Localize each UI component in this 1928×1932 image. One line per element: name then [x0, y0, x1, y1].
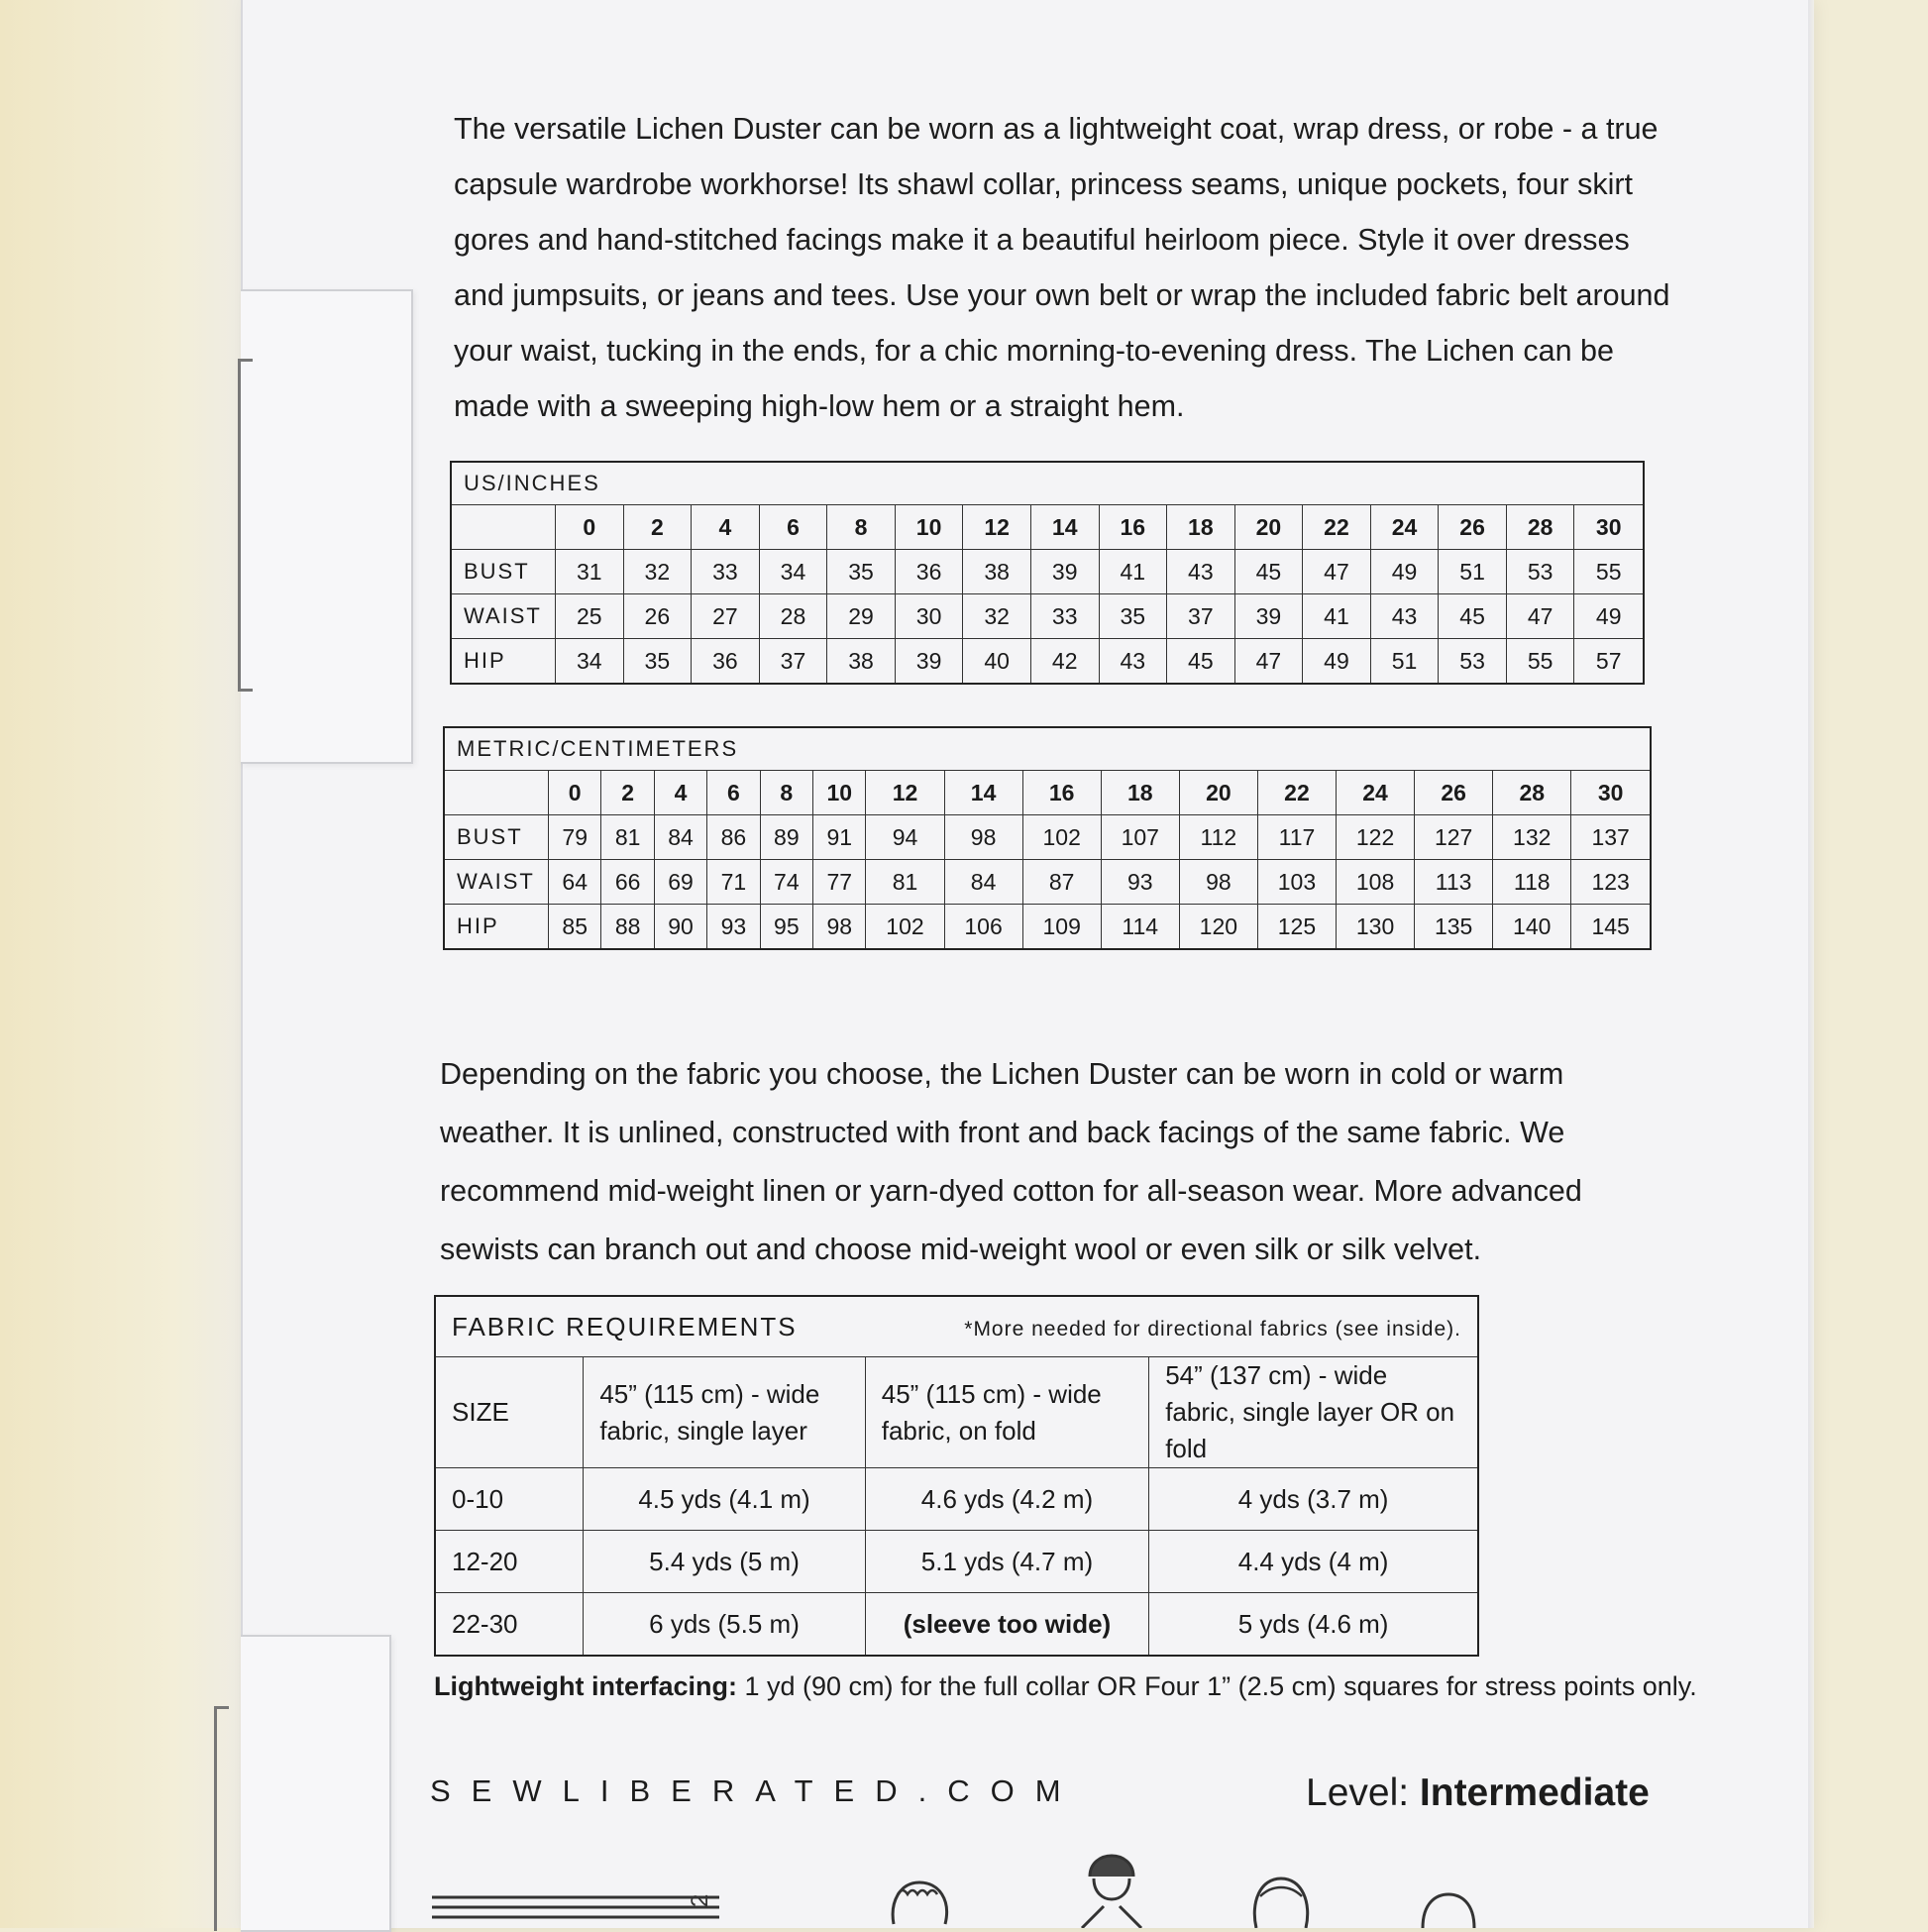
metric-measurement-cell: 130 — [1337, 905, 1415, 950]
fabric-row — [435, 1531, 1478, 1593]
us-measurement-cell: 43 — [1099, 639, 1167, 685]
metric-measurement-cell: 113 — [1415, 860, 1493, 905]
metric-measurement-cell: 132 — [1493, 815, 1571, 860]
metric-size-header: 20 — [1179, 771, 1257, 815]
metric-measurement-cell: 94 — [866, 815, 944, 860]
metric-size-header: 0 — [549, 771, 601, 815]
us-size-header: 28 — [1506, 505, 1574, 550]
us-measurement-cell: 41 — [1303, 594, 1371, 639]
metric-row-label: HIP — [444, 905, 549, 950]
us-measurement-cell: 26 — [623, 594, 692, 639]
us-measurement-cell: 36 — [895, 550, 963, 594]
metric-bust-row — [444, 815, 1651, 860]
fabric-row-size: 0-10 — [435, 1468, 584, 1531]
fabric-row-size: 12-20 — [435, 1531, 584, 1593]
us-measurement-cell: 57 — [1574, 639, 1644, 685]
us-size-header: 24 — [1370, 505, 1439, 550]
metric-measurement-cell: 81 — [601, 815, 654, 860]
us-measurement-cell: 32 — [963, 594, 1031, 639]
us-measurement-cell: 39 — [1234, 594, 1303, 639]
us-measurement-cell: 39 — [1030, 550, 1099, 594]
us-measurement-cell: 43 — [1370, 594, 1439, 639]
metric-measurement-cell: 74 — [760, 860, 812, 905]
metric-measurement-cell: 90 — [654, 905, 706, 950]
metric-size-header: 10 — [813, 771, 866, 815]
metric-row-label: BUST — [444, 815, 549, 860]
metric-measurement-cell: 103 — [1257, 860, 1336, 905]
us-size-header: 30 — [1574, 505, 1644, 550]
metric-measurement-cell: 98 — [944, 815, 1022, 860]
fabric-table-header — [435, 1296, 1478, 1357]
metric-measurement-cell: 145 — [1571, 905, 1651, 950]
metric-measurement-cell: 123 — [1571, 860, 1651, 905]
metric-measurement-cell: 122 — [1337, 815, 1415, 860]
metric-measurement-cell: 120 — [1179, 905, 1257, 950]
us-size-header: 2 — [623, 505, 692, 550]
metric-measurement-cell: 89 — [760, 815, 812, 860]
us-measurement-cell: 33 — [1030, 594, 1099, 639]
us-measurement-cell: 32 — [623, 550, 692, 594]
metric-measurement-cell: 64 — [549, 860, 601, 905]
us-table-title: US/INCHES — [451, 462, 1644, 505]
metric-measurement-cell: 91 — [813, 815, 866, 860]
metric-measurement-cell: 77 — [813, 860, 866, 905]
us-measurement-cell: 33 — [692, 550, 760, 594]
us-measurement-cell: 29 — [827, 594, 896, 639]
us-corner-cell — [451, 505, 556, 550]
interfacing-note — [434, 1671, 1697, 1702]
headwrap-figure-icon — [1072, 1837, 1151, 1928]
fabric-row — [435, 1593, 1478, 1657]
us-size-header: 12 — [963, 505, 1031, 550]
us-measurement-cell: 36 — [692, 639, 760, 685]
fabric-table-title: FABRIC REQUIREMENTS — [452, 1311, 798, 1342]
us-measurement-cell: 53 — [1439, 639, 1507, 685]
us-measurement-cell: 42 — [1030, 639, 1099, 685]
footer-number: 2 — [687, 1893, 713, 1907]
us-measurement-cell: 41 — [1099, 550, 1167, 594]
size-column-header: SIZE — [435, 1357, 584, 1468]
fabric-cell: 4.4 yds (4 m) — [1149, 1531, 1478, 1593]
us-measurement-cell: 49 — [1574, 594, 1644, 639]
fabric-table-note: *More needed for directional fabrics (see inside). — [964, 1317, 1461, 1341]
us-waist-row — [451, 594, 1644, 639]
us-measurement-cell: 38 — [963, 550, 1031, 594]
metric-measurement-cell: 140 — [1493, 905, 1571, 950]
metric-measurement-cell: 106 — [944, 905, 1022, 950]
us-size-header: 8 — [827, 505, 896, 550]
metric-measurement-cell: 114 — [1101, 905, 1179, 950]
level-label: Level: — [1306, 1771, 1420, 1814]
us-size-header: 26 — [1439, 505, 1507, 550]
us-measurement-cell: 45 — [1234, 550, 1303, 594]
us-measurement-cell: 34 — [759, 550, 827, 594]
us-measurement-cell: 49 — [1370, 550, 1439, 594]
metric-measurement-cell: 66 — [601, 860, 654, 905]
metric-size-header: 12 — [866, 771, 944, 815]
metric-measurement-cell: 137 — [1571, 815, 1651, 860]
interfacing-label: Lightweight interfacing: — [434, 1671, 737, 1701]
us-measurement-cell: 51 — [1439, 550, 1507, 594]
metric-measurement-cell: 87 — [1022, 860, 1101, 905]
us-measurement-cell: 37 — [1167, 594, 1235, 639]
description-paragraph-1: The versatile Lichen Duster can be worn as a lightweight coat, wrap dress, or robe - a true capsule wardrobe workhorse! Its shawl collar, princess seams, unique pockets, four skirt gores and hand-stitched facings make it a beautiful heirloom piece. Style it over dresses and jumpsuits, or jeans and tees. Use your own belt or wrap the included fabric belt around your waist, tucking in the ends, for a chic morning-to-evening dress. The Lichen can be made with a sweeping high-low hem or a straight hem. — [454, 112, 1670, 423]
metric-measurement-cell: 127 — [1415, 815, 1493, 860]
metric-size-header: 2 — [601, 771, 654, 815]
us-measurement-cell: 43 — [1167, 550, 1235, 594]
us-measurement-cell: 30 — [895, 594, 963, 639]
us-size-header: 4 — [692, 505, 760, 550]
us-measurement-cell: 35 — [1099, 594, 1167, 639]
us-measurement-cell: 49 — [1303, 639, 1371, 685]
metric-measurement-cell: 107 — [1101, 815, 1179, 860]
us-size-chart — [450, 461, 1645, 685]
us-measurement-cell: 39 — [895, 639, 963, 685]
metric-measurement-cell: 109 — [1022, 905, 1101, 950]
metric-size-header: 28 — [1493, 771, 1571, 815]
us-measurement-cell: 53 — [1506, 550, 1574, 594]
metric-measurement-cell: 98 — [1179, 860, 1257, 905]
level-value: Intermediate — [1419, 1771, 1650, 1814]
metric-table-title: METRIC/CENTIMETERS — [444, 727, 1651, 771]
metric-measurement-cell: 118 — [1493, 860, 1571, 905]
us-measurement-cell: 34 — [556, 639, 624, 685]
metric-size-header: 6 — [707, 771, 760, 815]
us-hip-row — [451, 639, 1644, 685]
metric-hip-row — [444, 905, 1651, 950]
us-row-label: HIP — [451, 639, 556, 685]
us-measurement-cell: 31 — [556, 550, 624, 594]
us-size-header: 10 — [895, 505, 963, 550]
metric-measurement-cell: 85 — [549, 905, 601, 950]
metric-measurement-cell: 117 — [1257, 815, 1336, 860]
fabric-cell: 4.6 yds (4.2 m) — [865, 1468, 1148, 1531]
skill-level — [1306, 1771, 1650, 1815]
metric-measurement-cell: 81 — [866, 860, 944, 905]
fabric-cell: 5 yds (4.6 m) — [1149, 1593, 1478, 1657]
metric-measurement-cell: 79 — [549, 815, 601, 860]
us-measurement-cell: 47 — [1506, 594, 1574, 639]
us-size-header: 22 — [1303, 505, 1371, 550]
us-measurement-cell: 35 — [827, 550, 896, 594]
metric-size-chart — [443, 726, 1652, 950]
short-hair-figure-icon — [1246, 1873, 1316, 1928]
fabric-cell: 5.4 yds (5 m) — [584, 1531, 865, 1593]
bald-figure-icon — [1417, 1892, 1480, 1928]
curly-hair-figure-icon — [882, 1873, 961, 1928]
us-row-label: WAIST — [451, 594, 556, 639]
interfacing-text: 1 yd (90 cm) for the full collar OR Four 1” (2.5 cm) squares for stress points only. — [736, 1671, 1697, 1701]
column-header-on-fold: 45” (115 cm) - wide fabric, on fold — [865, 1357, 1148, 1468]
us-size-header: 14 — [1030, 505, 1099, 550]
us-measurement-cell: 51 — [1370, 639, 1439, 685]
metric-measurement-cell: 84 — [654, 815, 706, 860]
fabric-cell: 5.1 yds (4.7 m) — [865, 1531, 1148, 1593]
metric-size-header: 18 — [1101, 771, 1179, 815]
metric-measurement-cell: 69 — [654, 860, 706, 905]
metric-size-header: 22 — [1257, 771, 1336, 815]
us-row-label: BUST — [451, 550, 556, 594]
pattern-size-strip-icon — [432, 1887, 729, 1928]
metric-size-row — [444, 771, 1651, 815]
description-paragraph-2: Depending on the fabric you choose, the Lichen Duster can be worn in cold or warm weather. It is unlined, constructed with front and back facings of the same fabric. We recommend mid-weight linen or yarn-dyed cotton for all-season wear. More advanced sewists can branch out and choose mid-weight wool or even silk or silk velvet. — [440, 1057, 1582, 1266]
fabric-cell: 4 yds (3.7 m) — [1149, 1468, 1478, 1531]
us-size-header: 0 — [556, 505, 624, 550]
fabric-requirements-table — [434, 1295, 1479, 1657]
metric-size-header: 8 — [760, 771, 812, 815]
fabric-row-size: 22-30 — [435, 1593, 584, 1657]
us-size-header: 6 — [759, 505, 827, 550]
fabric-row — [435, 1468, 1478, 1531]
metric-row-label: WAIST — [444, 860, 549, 905]
us-measurement-cell: 38 — [827, 639, 896, 685]
metric-measurement-cell: 125 — [1257, 905, 1336, 950]
column-header-single-layer: 45” (115 cm) - wide fabric, single layer — [584, 1357, 865, 1468]
metric-measurement-cell: 112 — [1179, 815, 1257, 860]
us-measurement-cell: 40 — [963, 639, 1031, 685]
us-measurement-cell: 35 — [623, 639, 692, 685]
us-measurement-cell: 47 — [1303, 550, 1371, 594]
metric-measurement-cell: 86 — [707, 815, 760, 860]
metric-measurement-cell: 88 — [601, 905, 654, 950]
metric-measurement-cell: 108 — [1337, 860, 1415, 905]
metric-corner-cell — [444, 771, 549, 815]
column-header-54-wide: 54” (137 cm) - wide fabric, single layer OR on fold — [1149, 1357, 1478, 1468]
fabric-cell-sleeve-note: (sleeve too wide) — [865, 1593, 1148, 1657]
us-measurement-cell: 37 — [759, 639, 827, 685]
metric-size-header: 30 — [1571, 771, 1651, 815]
metric-size-header: 4 — [654, 771, 706, 815]
metric-measurement-cell: 95 — [760, 905, 812, 950]
metric-measurement-cell: 135 — [1415, 905, 1493, 950]
metric-waist-row — [444, 860, 1651, 905]
us-bust-row — [451, 550, 1644, 594]
metric-size-header: 16 — [1022, 771, 1101, 815]
metric-measurement-cell: 98 — [813, 905, 866, 950]
fabric-cell: 4.5 yds (4.1 m) — [584, 1468, 865, 1531]
website-url: SEWLIBERATED.COM — [430, 1773, 1082, 1808]
us-measurement-cell: 45 — [1439, 594, 1507, 639]
fabric-cell: 6 yds (5.5 m) — [584, 1593, 865, 1657]
us-size-header: 20 — [1234, 505, 1303, 550]
us-measurement-cell: 47 — [1234, 639, 1303, 685]
metric-measurement-cell: 93 — [707, 905, 760, 950]
us-measurement-cell: 55 — [1506, 639, 1574, 685]
metric-measurement-cell: 93 — [1101, 860, 1179, 905]
us-measurement-cell: 25 — [556, 594, 624, 639]
metric-size-header: 24 — [1337, 771, 1415, 815]
us-size-header: 16 — [1099, 505, 1167, 550]
metric-measurement-cell: 102 — [866, 905, 944, 950]
us-size-header: 18 — [1167, 505, 1235, 550]
metric-measurement-cell: 102 — [1022, 815, 1101, 860]
metric-size-header: 26 — [1415, 771, 1493, 815]
metric-measurement-cell: 84 — [944, 860, 1022, 905]
metric-size-header: 14 — [944, 771, 1022, 815]
us-measurement-cell: 55 — [1574, 550, 1644, 594]
us-measurement-cell: 45 — [1167, 639, 1235, 685]
us-size-row — [451, 505, 1644, 550]
metric-measurement-cell: 71 — [707, 860, 760, 905]
us-measurement-cell: 27 — [692, 594, 760, 639]
us-measurement-cell: 28 — [759, 594, 827, 639]
